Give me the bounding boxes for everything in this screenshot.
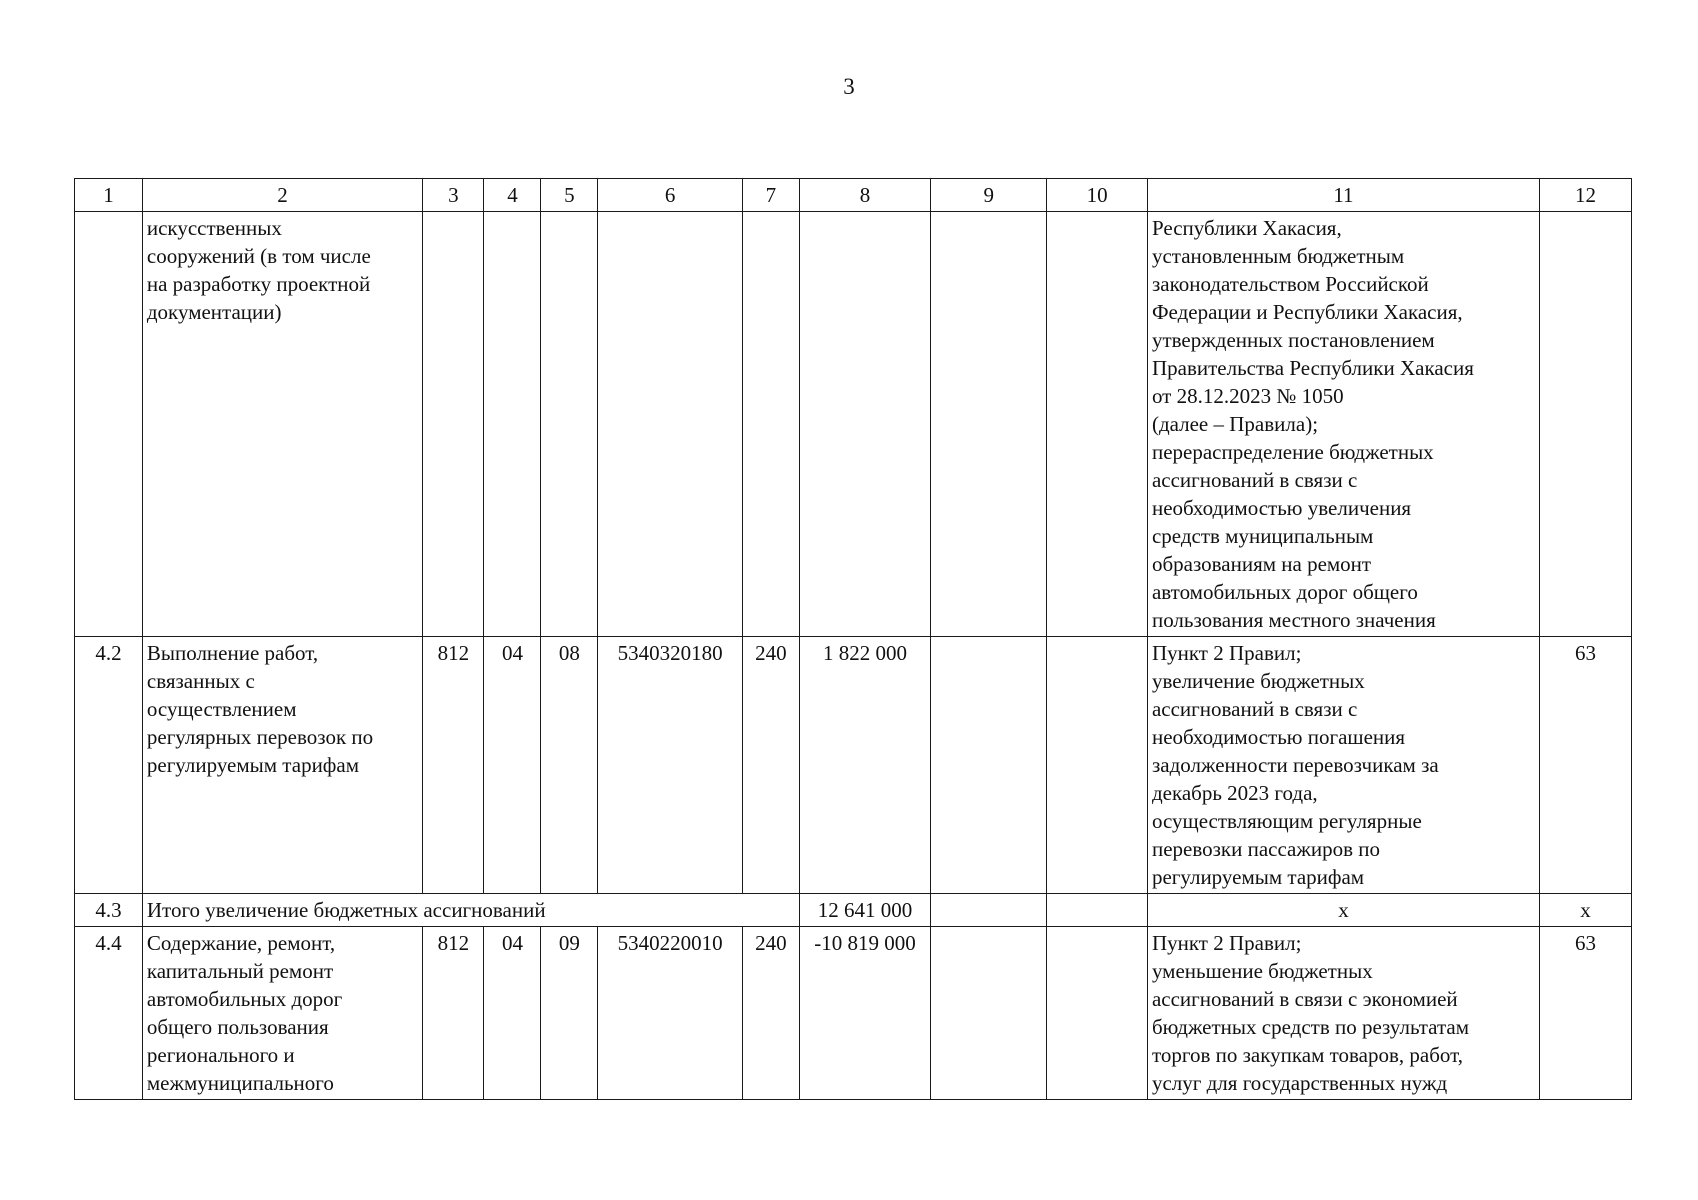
cell-amount: -10 819 000 bbox=[799, 927, 930, 1100]
row-description: Содержание, ремонт, капитальный ремонт автомобильных дорог общего пользования регионального и межмуниципального bbox=[142, 927, 422, 1100]
column-header: 7 bbox=[742, 179, 799, 212]
cell-col5 bbox=[541, 212, 598, 637]
column-header: 1 bbox=[75, 179, 143, 212]
cell-col7: 240 bbox=[742, 637, 799, 894]
table-row bbox=[75, 927, 1632, 1100]
cell-col3: 812 bbox=[423, 927, 484, 1100]
cell-col12: x bbox=[1539, 894, 1631, 927]
cell-amount: 1 822 000 bbox=[799, 637, 930, 894]
cell-col9 bbox=[931, 637, 1047, 894]
column-header: 10 bbox=[1047, 179, 1148, 212]
column-header: 9 bbox=[931, 179, 1047, 212]
cell-col7 bbox=[742, 212, 799, 637]
cell-amount: 12 641 000 bbox=[799, 894, 930, 927]
row-number: 4.3 bbox=[75, 894, 143, 927]
cell-basis: x bbox=[1147, 894, 1539, 927]
cell-col10 bbox=[1047, 212, 1148, 637]
cell-col6 bbox=[598, 212, 743, 637]
cell-basis: Республики Хакасия, установленным бюджетным законодательством Российской Федерации и Республики Хакасия, утвержденных постановлением Правительства Республики Хакасия от 28.12.2023 № 1050 (далее – Правила); перераспределение бюджетных ассигнований в связи с необходимостью увеличения средств муниципальным образованиям на ремонт автомобильных дорог общего пользования местного значения bbox=[1147, 212, 1539, 637]
cell-col10 bbox=[1047, 894, 1148, 927]
cell-basis: Пункт 2 Правил; увеличение бюджетных ассигнований в связи с необходимостью погашения задолженности перевозчикам за декабрь 2023 года, осуществляющим регулярные перевозки пассажиров по регулируемым тарифам bbox=[1147, 637, 1539, 894]
column-header: 6 bbox=[598, 179, 743, 212]
row-number bbox=[75, 212, 143, 637]
page-number: 3 bbox=[843, 74, 855, 99]
cell-col4: 04 bbox=[484, 927, 541, 1100]
row-description: Выполнение работ, связанных с осуществлением регулярных перевозок по регулируемым тарифам bbox=[142, 637, 422, 894]
total-label: Итого увеличение бюджетных ассигнований bbox=[142, 894, 799, 927]
cell-col9 bbox=[931, 894, 1047, 927]
cell-amount bbox=[799, 212, 930, 637]
cell-basis: Пункт 2 Правил; уменьшение бюджетных ассигнований в связи с экономией бюджетных средств по результатам торгов по закупкам товаров, работ, услуг для государственных нужд bbox=[1147, 927, 1539, 1100]
column-header: 12 bbox=[1539, 179, 1631, 212]
budget-table bbox=[74, 178, 1632, 1100]
cell-col12 bbox=[1539, 212, 1631, 637]
cell-col6: 5340220010 bbox=[598, 927, 743, 1100]
table-row bbox=[75, 212, 1632, 637]
column-header: 8 bbox=[799, 179, 930, 212]
cell-col4: 04 bbox=[484, 637, 541, 894]
row-number: 4.4 bbox=[75, 927, 143, 1100]
cell-col12: 63 bbox=[1539, 637, 1631, 894]
table-row-total bbox=[75, 894, 1632, 927]
cell-col4 bbox=[484, 212, 541, 637]
table-header-row bbox=[75, 179, 1632, 212]
cell-col6: 5340320180 bbox=[598, 637, 743, 894]
cell-col9 bbox=[931, 212, 1047, 637]
cell-col9 bbox=[931, 927, 1047, 1100]
column-header: 4 bbox=[484, 179, 541, 212]
cell-col12: 63 bbox=[1539, 927, 1631, 1100]
column-header: 2 bbox=[142, 179, 422, 212]
cell-col10 bbox=[1047, 927, 1148, 1100]
column-header: 11 bbox=[1147, 179, 1539, 212]
row-number: 4.2 bbox=[75, 637, 143, 894]
cell-col5: 09 bbox=[541, 927, 598, 1100]
cell-col10 bbox=[1047, 637, 1148, 894]
row-description: искусственных сооружений (в том числе на разработку проектной документации) bbox=[142, 212, 422, 637]
cell-col3: 812 bbox=[423, 637, 484, 894]
cell-col7: 240 bbox=[742, 927, 799, 1100]
table-row bbox=[75, 637, 1632, 894]
cell-col5: 08 bbox=[541, 637, 598, 894]
cell-col3 bbox=[423, 212, 484, 637]
column-header: 5 bbox=[541, 179, 598, 212]
column-header: 3 bbox=[423, 179, 484, 212]
